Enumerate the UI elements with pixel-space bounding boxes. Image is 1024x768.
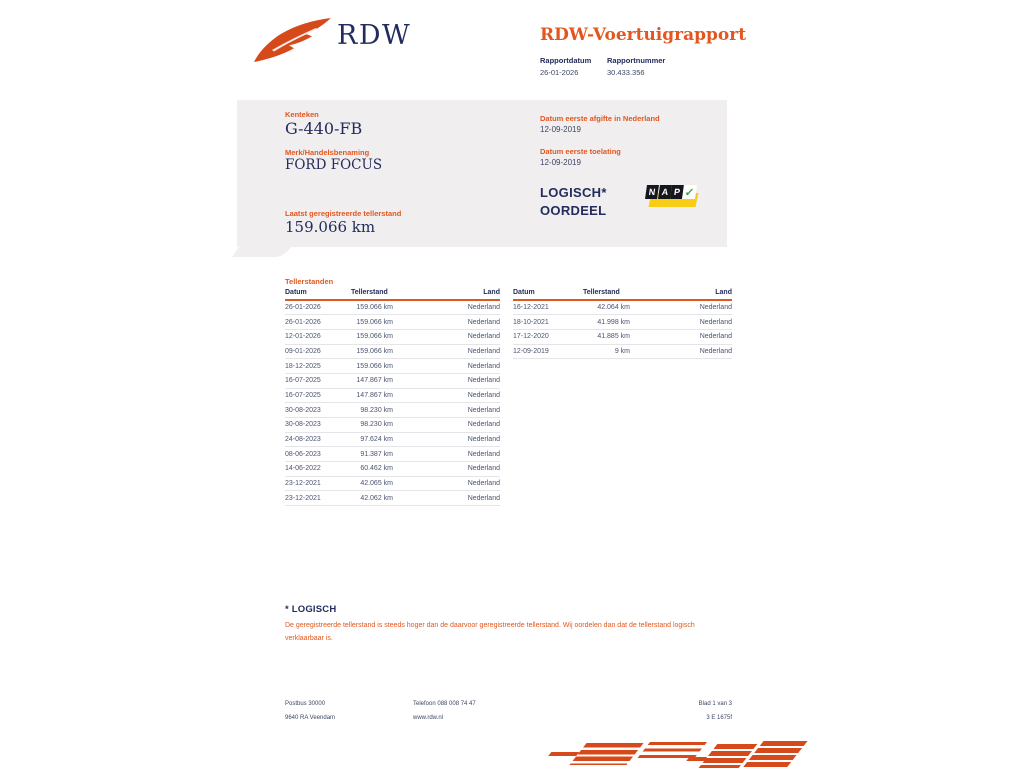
cell-datum: 30-08-2023 [285,418,351,433]
wing-block [569,743,643,765]
table-row [513,329,732,344]
column-header-land: Land [393,289,500,300]
cell-tellerstand: 147.867 km [351,388,393,403]
nap-checkmark-icon: ✓ [682,185,697,199]
table-row [285,373,500,388]
table-row [285,491,500,506]
cell-datum: 16-07-2025 [285,388,351,403]
cell-datum: 30-08-2023 [285,403,351,418]
footer-website: www.rdw.nl [413,715,444,721]
rdw-feather-logo-icon [252,16,334,64]
oordeel-line1: LOGISCH* [540,185,607,200]
cell-datum: 09-01-2026 [285,344,351,359]
table-header-row [285,289,500,300]
column-header-datum: Datum [285,289,351,300]
cell-land: Nederland [393,418,500,433]
table-row [285,315,500,330]
cell-tellerstand: 97.624 km [351,432,393,447]
column-header-land: Land [630,289,732,300]
cell-land: Nederland [393,432,500,447]
cell-land: Nederland [393,315,500,330]
cell-land: Nederland [393,344,500,359]
cell-land: Nederland [393,476,500,491]
toelating-label: Datum eerste toelating [540,147,621,156]
cell-land: Nederland [393,388,500,403]
nap-logo-icon [646,184,700,210]
cell-datum: 26-01-2026 [285,315,351,330]
cell-datum: 24-08-2023 [285,432,351,447]
table-row [285,447,500,462]
cell-datum: 23-12-2021 [285,491,351,506]
report-date-value: 26-01-2026 [540,68,579,77]
table-row [513,315,732,330]
cell-tellerstand: 42.065 km [351,476,393,491]
cell-land: Nederland [630,300,732,315]
cell-land: Nederland [393,491,500,506]
cell-tellerstand: 147.867 km [351,373,393,388]
cell-tellerstand: 42.064 km [583,300,630,315]
cell-tellerstand: 159.066 km [351,344,393,359]
cell-tellerstand: 159.066 km [351,359,393,374]
cell-datum: 18-12-2025 [285,359,351,374]
cell-tellerstand: 91.387 km [351,447,393,462]
footnote-body: De geregistreerde tellerstand is steeds hoger dan de daarvoor geregistreerde tellerstand. Wij oordelen dan dat de tellerstand logisch verklaarbaar is. [285,622,695,642]
nap-letter-p: P [670,185,684,199]
cell-tellerstand: 9 km [583,344,630,359]
table-row [285,418,500,433]
table-row [513,300,732,315]
cell-datum: 16-07-2025 [285,373,351,388]
report-date-label: Rapportdatum [540,56,592,65]
footer-address-line1: Postbus 30000 [285,701,326,707]
table-row [285,462,500,477]
cell-datum: 14-06-2022 [285,462,351,477]
tellerstand-value: 159.066 km [285,218,376,236]
tellerstand-label: Laatst geregistreerde tellerstand [285,209,402,218]
afgifte-value: 12-09-2019 [540,125,581,134]
cell-datum: 26-01-2026 [285,300,351,315]
oordeel-verdict [540,184,607,220]
cell-datum: 17-12-2020 [513,329,583,344]
cell-tellerstand: 42.062 km [351,491,393,506]
nap-letter-a: A [658,185,672,199]
cell-tellerstand: 60.462 km [351,462,393,477]
column-header-datum: Datum [513,289,583,300]
footer-form-code: 3 E 1675f [706,715,732,721]
cell-tellerstand: 159.066 km [351,300,393,315]
tellerstanden-section-title: Tellerstanden [285,277,334,286]
cell-land: Nederland [630,329,732,344]
cell-datum: 12-01-2026 [285,329,351,344]
report-number-value: 30.433.356 [607,68,645,77]
table-row [285,344,500,359]
cell-tellerstand: 98.230 km [351,418,393,433]
cell-land: Nederland [630,315,732,330]
page-title: RDW-Voertuigrapport [540,25,747,45]
footer-address-line2: 9640 RA Veendam [285,715,336,721]
table-header-row [513,289,732,300]
table-row [513,344,732,359]
table-row [285,359,500,374]
cell-datum: 16-12-2021 [513,300,583,315]
table-row [285,300,500,315]
cell-land: Nederland [393,462,500,477]
wing-dash [549,752,580,756]
nap-letter-n: N [645,185,659,199]
footnote-title: * LOGISCH [285,604,337,615]
table-row [285,403,500,418]
footer-page-info: Blad 1 van 3 [698,701,732,707]
cell-land: Nederland [393,447,500,462]
cell-land: Nederland [630,344,732,359]
cell-datum: 08-06-2023 [285,447,351,462]
cell-tellerstand: 159.066 km [351,329,393,344]
column-header-tellerstand: Tellerstand [351,289,393,300]
cell-land: Nederland [393,329,500,344]
cell-land: Nederland [393,359,500,374]
toelating-value: 12-09-2019 [540,158,581,167]
merk-value: FORD FOCUS [285,157,383,173]
table-row [285,432,500,447]
cell-land: Nederland [393,300,500,315]
kenteken-value: G-440-FB [285,119,363,138]
merk-label: Merk/Handelsbenaming [285,148,370,157]
tellerstanden-table-left [285,289,500,506]
cell-tellerstand: 159.066 km [351,315,393,330]
table-row [285,388,500,403]
cell-land: Nederland [393,403,500,418]
table-row [285,476,500,491]
kenteken-label: Kenteken [285,110,319,119]
rdw-logo-text: RDW [337,20,412,51]
cell-tellerstand: 98.230 km [351,403,393,418]
column-header-tellerstand: Tellerstand [583,289,630,300]
afgifte-label: Datum eerste afgifte in Nederland [540,114,660,123]
cell-datum: 18-10-2021 [513,315,583,330]
cell-land: Nederland [393,373,500,388]
report-number-label: Rapportnummer [607,56,666,65]
cell-tellerstand: 41.998 km [583,315,630,330]
cell-tellerstand: 41.885 km [583,329,630,344]
cell-datum: 12-09-2019 [513,344,583,359]
table-row [285,329,500,344]
cell-datum: 23-12-2021 [285,476,351,491]
oordeel-line2: OORDEEL [540,203,607,218]
footer-phone: Telefoon 088 008 74 47 [413,701,476,707]
tellerstanden-table-right [513,289,732,359]
